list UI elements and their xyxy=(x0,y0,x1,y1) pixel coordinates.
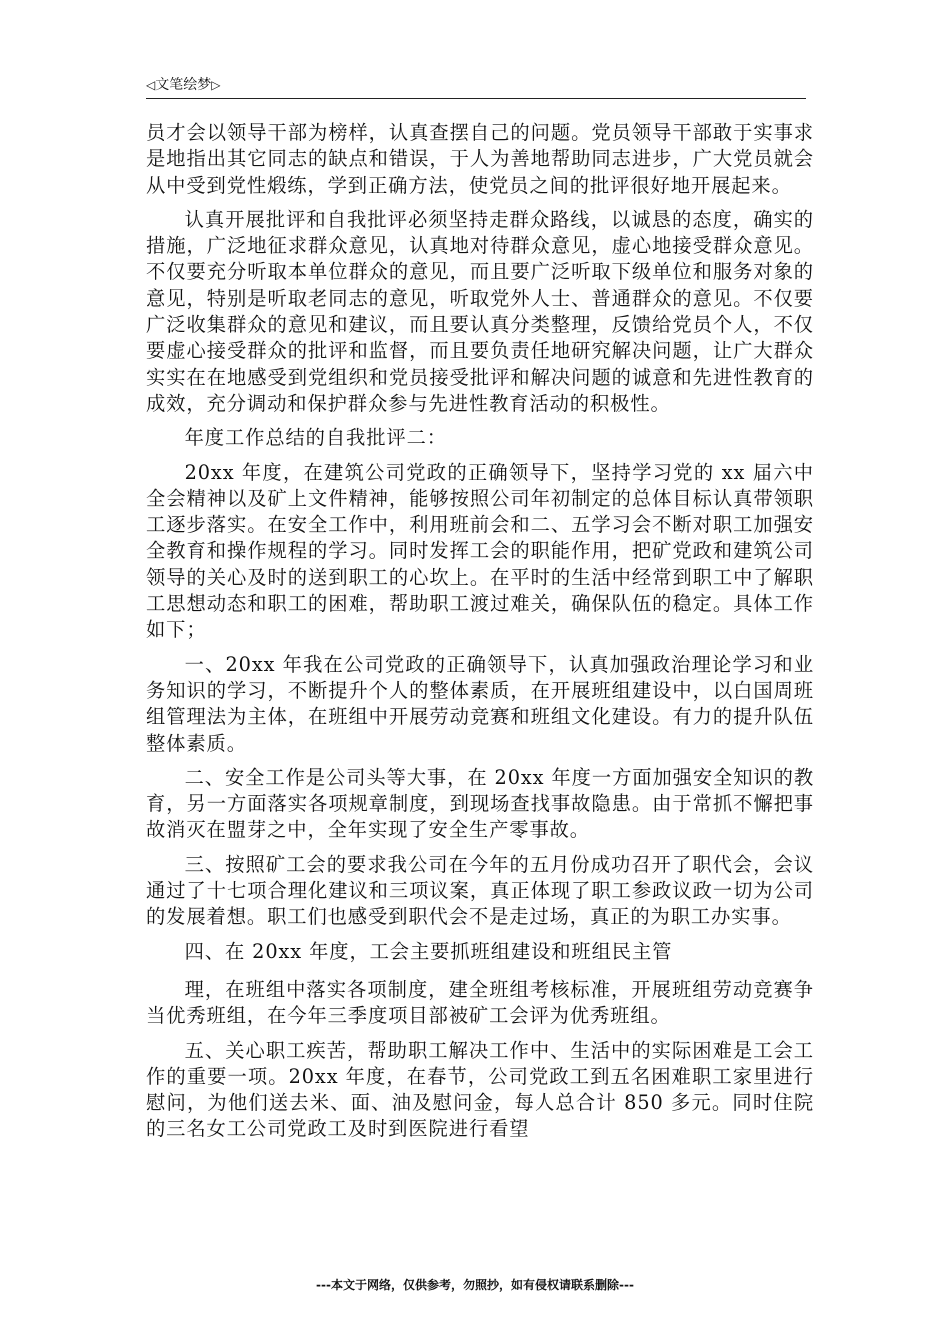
paragraph-continuation: 员才会以领导干部为榜样，认真查摆自己的问题。党员领导干部敢于实事求是地指出其它同志的缺点和错误，于人为善地帮助同志进步，广大党员就会从中受到党性煅练，学到正确方法，使党员之间的批评很好地开展起来。 xyxy=(146,121,814,197)
paragraph-item-2: 二、安全工作是公司头等大事，在 20xx 年度一方面加强安全知识的教育，另一方面落实各项规章制度，到现场查找事故隐患。由于常抓不懈把事故消灭在盟芽之中，全年实现了安全生产零事故。 xyxy=(146,765,814,842)
left-triangle-icon: ◁ xyxy=(146,78,156,92)
header-title: 文笔绘梦 xyxy=(155,77,212,93)
paragraph-item-1: 一、20xx 年我在公司党政的正确领导下，认真加强政治理论学习和业务知识的学习，不断提升个人的整体素质，在开展班组建设中，以白国周班组管理法为主体，在班组中开展劳动竞赛和班组文化建设。有力的提升队伍整体素质。 xyxy=(146,652,814,755)
document-body xyxy=(146,120,814,1151)
paragraph-item-4-cont: 理，在班组中落实各项制度，建全班组考核标准，开展班组劳动竞赛争当优秀班组，在今年三季度项目部被矿工会评为优秀班组。 xyxy=(146,977,814,1028)
paragraph-annual-intro: 20xx 年度，在建筑公司党政的正确领导下，坚持学习党的 xx 届六中全会精神以及矿上文件精神，能够按照公司年初制定的总体目标认真带领职工逐步落实。在安全工作中，利用班前会和二、五学习会不断对职工加强安全教育和操作规程的学习。同时发挥工会的职能作用，把矿党政和建筑公司领导的关心及时的送到职工的心坎上。在平时的生活中经常到职工中了解职工思想动态和职工的困难，帮助职工渡过难关，确保队伍的稳定。具体工作如下； xyxy=(146,460,814,642)
right-triangle-icon: ▷ xyxy=(211,78,221,92)
paragraph-item-5: 五、关心职工疾苦，帮助职工解决工作中、生活中的实际困难是工会工作的重要一项。20xx 年度，在春节，公司党政工到五名困难职工家里进行慰问，为他们送去米、面、油及慰问金，每人总合计 850 多元。同时住院的三名女工公司党政工及时到医院进行看望 xyxy=(146,1038,814,1141)
paragraph-item-4-start: 四、在 20xx 年度，工会主要抓班组建设和班组民主管 xyxy=(184,939,673,963)
paragraph-item-3: 三、按照矿工会的要求我公司在今年的五月份成功召开了职代会，会议通过了十七项合理化建议和三项议案，真正体现了职工参政议政一切为公司的发展着想。职工们也感受到职代会不是走过场，真正的为职工办实事。 xyxy=(146,852,814,929)
paragraph-mass-line: 认真开展批评和自我批评必须坚持走群众路线，以诚恳的态度，确实的措施，广泛地征求群众意见，认真地对待群众意见，虚心地接受群众意见。不仅要充分听取本单位群众的意见，而且要广泛听取下级单位和服务对象的意见，特别是听取老同志的意见，听取党外人士、普通群众的意见。不仅要广泛收集群众的意见和建议，而且要认真分类整理，反馈给党员个人，不仅要虚心接受群众的批评和监督，而且要负责任地研究解决问题，让广大群众实实在在地感受到党组织和党员接受批评和解决问题的诚意和先进性教育的成效，充分调动和保护群众参与先进性教育活动的积极性。 xyxy=(146,207,814,415)
section-heading: 年度工作总结的自我批评二： xyxy=(184,426,447,450)
header-title-group xyxy=(146,76,220,94)
footer-disclaimer: ---本文于网络，仅供参考，勿照抄，如有侵权请联系删除--- xyxy=(316,1278,634,1292)
page-header xyxy=(146,76,806,99)
